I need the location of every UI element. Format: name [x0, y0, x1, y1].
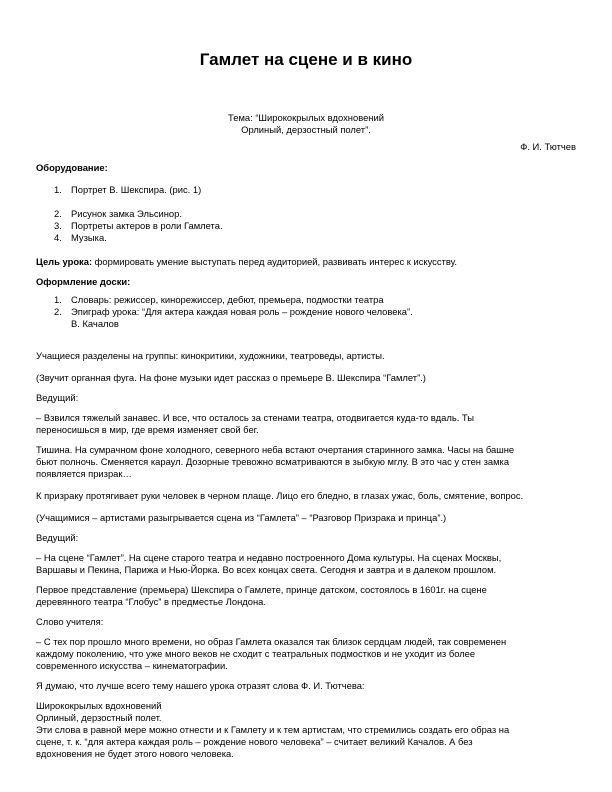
list-item: 2. Рисунок замка Эльсинор.: [54, 208, 182, 219]
equipment-heading: Оборудование:: [36, 162, 108, 173]
lesson-goal-label: Цель урока:: [36, 256, 93, 267]
paragraph: – На сцене “Гамлет”. На сцене старого театра и недавно построенного Дома культуры. На сценах Москвы, Варшавы и Пекина, Парижа и Нью-Йорка. Во всех концах света. Сегодня и завтра и в далеком прошлом.: [36, 552, 502, 575]
board-heading: Оформление доски:: [36, 276, 131, 287]
list-item: 1. Словарь: режиссер, кинорежиссер, дебют, премьера, подмостки театра: [54, 294, 384, 305]
paragraph: – С тех пор прошло много времени, но образ Гамлета оказался так близок сердцам людей, так современен каждому поколению, что уже много веков не сходит с театральных подмостков и не уходит из более современного искусства – кинематографии.: [36, 636, 507, 671]
speaker-label: Ведущий:: [36, 392, 79, 403]
paragraph: – Взвился тяжелый занавес. И все, что осталось за стенами театра, отодвигается куда-то вдаль. Ты переносишься в мир, где время изменяет свой бег.: [36, 412, 474, 435]
theme-line-2: Орлиный, дерзостный полет”.: [241, 124, 371, 135]
board-list: [36, 294, 576, 330]
lesson-goal-text: формировать умение выступать перед аудиторией, развивать интерес к искусству.: [92, 256, 457, 267]
lesson-goal: [36, 256, 576, 268]
paragraph: Первое представление (премьера) Шекспира о Гамлете, принце датском, состоялось в 1601г. на сцене деревянного театра “Глобус” в предместье Лондона.: [36, 584, 487, 607]
equipment-list: [36, 184, 576, 244]
paragraph: (Учащимися – артистами разыгрывается сцена из “Гамлета” – “Разговор Призрака и принца”.): [36, 512, 447, 523]
theme-line-1: Тема: “Ширококрылых вдохновений: [228, 112, 384, 123]
theme-author: Ф. И. Тютчев: [520, 141, 576, 152]
epigraph-author: В. Качалов: [71, 318, 119, 329]
paragraph: Тишина. На сумрачном фоне холодного, северного неба встают очертания старинного замка. Часы на башне бьют полночь. Сменяется караул. Дозорные тревожно всматриваются в зыбкую мглу. В это час у стен замка появляется призрак…: [36, 444, 515, 479]
paragraph: Учащиеся разделены на группы: кинокритики, художники, театроведы, артисты.: [36, 350, 385, 361]
paragraph: К призраку протягивает руки человек в черном плаще. Лицо его бледно, в глазах ужас, боль, смятение, вопрос.: [36, 490, 524, 501]
list-item: 3. Портреты актеров в роли Гамлета.: [54, 220, 223, 231]
paragraph: Я думаю, что лучше всего тему нашего урока отразят слова Ф. И. Тютчева:: [36, 680, 365, 691]
document-body: [36, 162, 576, 760]
page-title: Гамлет на сцене и в кино: [199, 50, 413, 69]
speaker-label: Слово учителя:: [36, 616, 104, 627]
theme-epigraph: [0, 112, 612, 136]
paragraph: Ширококрылых вдохновений Орлиный, дерзостный полет. Эти слова в равной мере можно отнести и к Гамлету и к тем артистам, что стремились создать его образ на сцене, т. к. “для актера каждая роль – рождение нового человека” – считает великий Качалов. А без вдохновения не будет этого нового человека.: [36, 700, 510, 759]
list-item: 1. Портрет В. Шекспира. (рис. 1): [54, 184, 202, 195]
paragraph: (Звучит органная фуга. На фоне музыки идет рассказ о премьере В. Шекспира “Гамлет”.): [36, 372, 426, 383]
list-item: 2. Эпиграф урока: “Для актера каждая новая роль – рождение нового человека”. В. Качалов: [54, 306, 413, 329]
speaker-label: Ведущий:: [36, 532, 79, 543]
list-item: 4. Музыка.: [54, 232, 107, 243]
